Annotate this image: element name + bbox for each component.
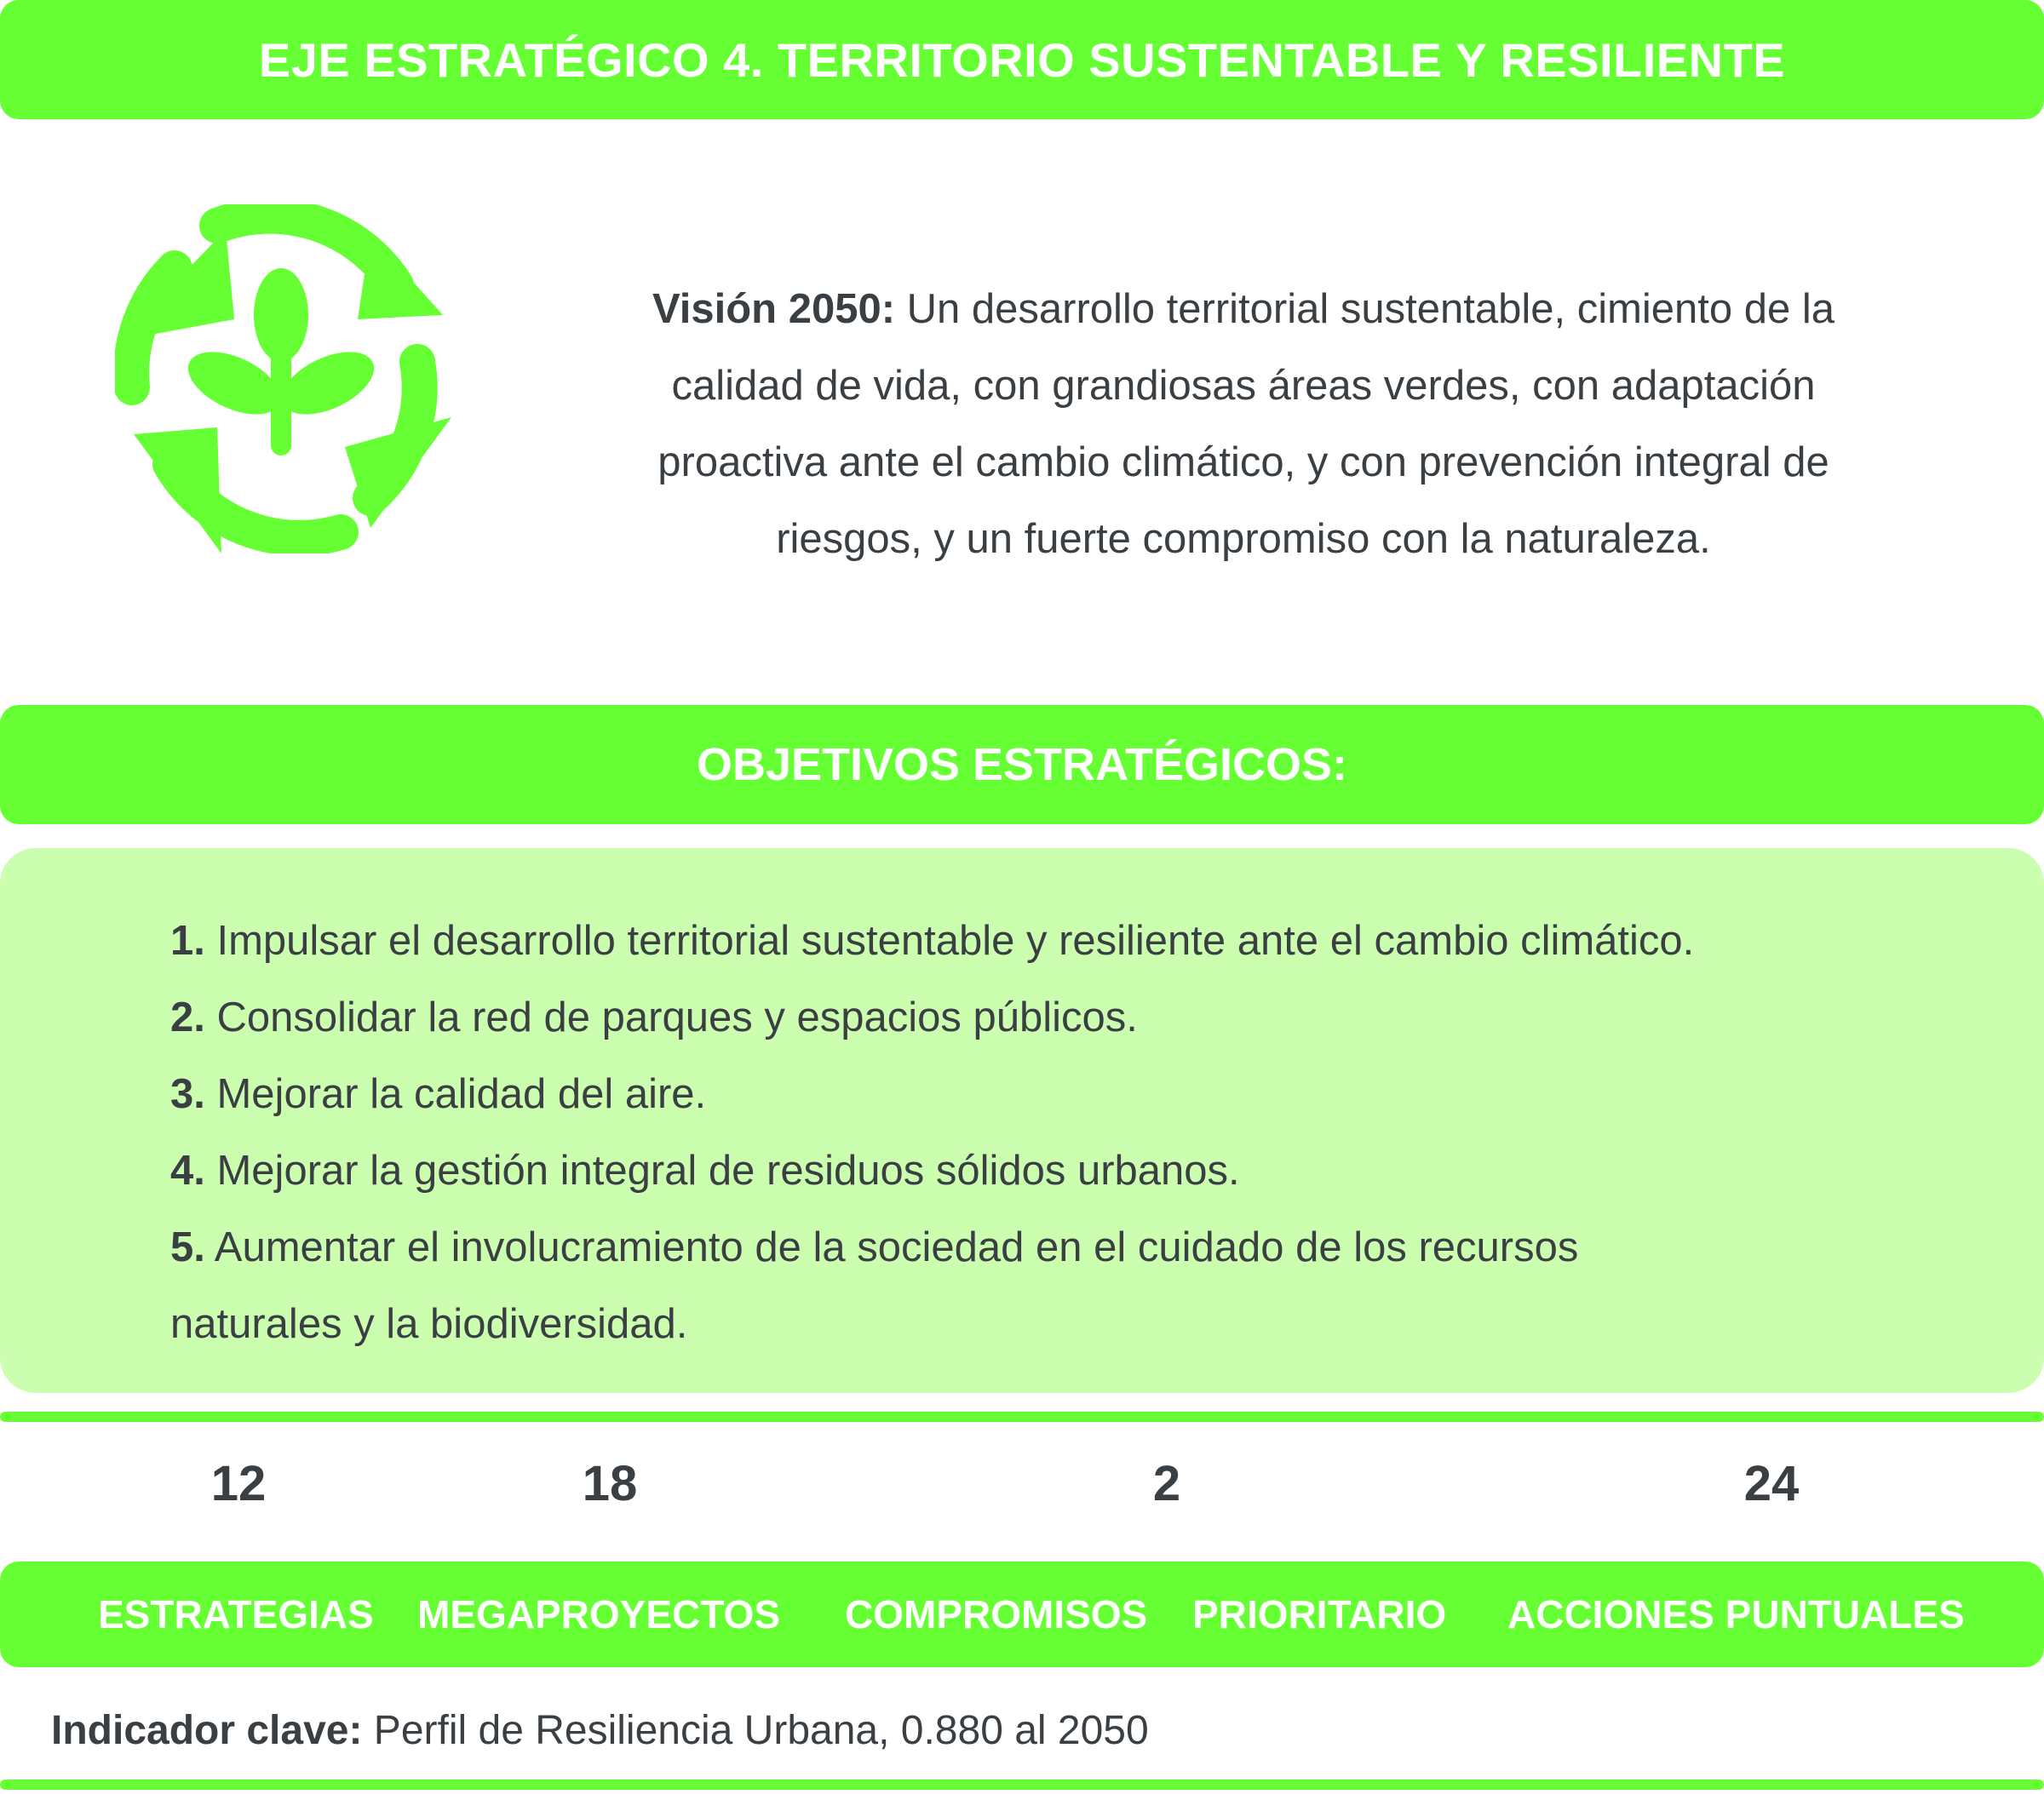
commitments-label: COMPROMISOS	[845, 1592, 1148, 1636]
vision-line-3: proactiva ante el cambio climático, y con prevención integral de	[657, 439, 1829, 485]
strategies-count: 12	[210, 1456, 267, 1511]
recycle-plant-icon	[115, 204, 456, 553]
vision-line-1: Visión 2050: Un desarrollo territorial sustentable, cimiento de la	[652, 286, 1835, 332]
stats-labels-banner	[0, 1562, 2044, 1667]
vision-line-2: calidad de vida, con grandiosas áreas verdes, con adaptación	[671, 363, 1816, 409]
objective-item: 4. Mejorar la gestión integral de residuos sólidos urbanos.	[170, 1148, 1240, 1194]
objectives-banner	[0, 705, 2044, 824]
strategies-label: ESTRATEGIAS	[98, 1592, 374, 1636]
objective-item: 2. Consolidar la red de parques y espacios públicos.	[170, 994, 1138, 1040]
indicator-text: Perfil de Resiliencia Urbana, 0.880 al 2050	[362, 1708, 1149, 1753]
objectives-title: OBJETIVOS ESTRATÉGICOS:	[696, 739, 1348, 790]
divider	[0, 1780, 2044, 1790]
vision-statement	[545, 271, 1942, 577]
megaprojects-count: 18	[582, 1456, 638, 1511]
objective-item: 3. Mejorar la calidad del aire.	[170, 1071, 707, 1117]
key-indicator	[51, 1707, 1149, 1754]
actions-label: ACCIONES PUNTUALES	[1507, 1592, 1965, 1636]
megaprojects-label: MEGAPROYECTOS	[417, 1592, 780, 1636]
vision-line-4: riesgos, y un fuerte compromiso con la naturaleza.	[776, 516, 1711, 562]
vision-label: Visión 2050:	[652, 286, 896, 332]
actions-count: 24	[1743, 1456, 1800, 1511]
objective-item: 1. Impulsar el desarrollo territorial sustentable y resiliente ante el cambio climático.	[170, 918, 1695, 964]
priority-label: PRIORITARIO	[1192, 1592, 1447, 1636]
header-banner	[0, 0, 2044, 119]
page-title: EJE ESTRATÉGICO 4. TERRITORIO SUSTENTABLE Y RESILIENTE	[258, 32, 1786, 87]
objectives-list	[170, 903, 1959, 1362]
commitments-count: 2	[1152, 1456, 1181, 1511]
divider	[0, 1412, 2044, 1422]
indicator-label: Indicador clave:	[51, 1708, 363, 1753]
objective-item: 5. Aumentar el involucramiento de la sociedad en el cuidado de los recursos naturales y la biodiversidad.	[170, 1224, 1579, 1347]
